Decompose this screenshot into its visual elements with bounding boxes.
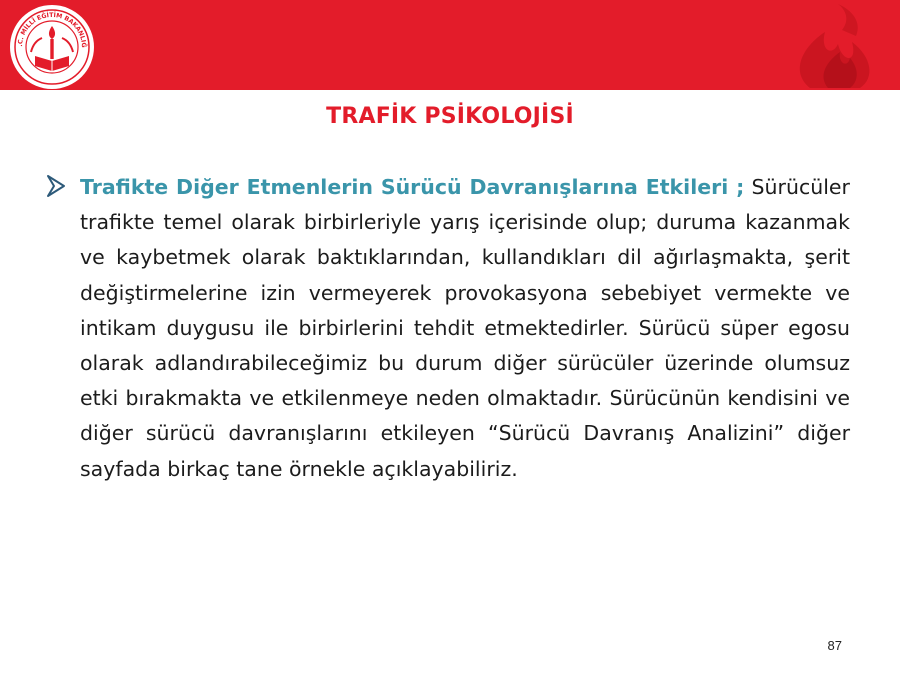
logo-text: .C. MİLLÎ EĞİTİM BAKANLIĞ: [16, 11, 88, 48]
arrow-bullet-icon: [44, 172, 68, 200]
slide-title: TRAFİK PSİKOLOJİSİ: [326, 104, 574, 129]
header-band: [0, 0, 900, 90]
flame-icon: [780, 2, 890, 90]
bullet-paragraph: [80, 170, 850, 487]
page-number: 87: [827, 638, 842, 653]
bullet-body: Sürücüler trafikte temel olarak birbirleriyle yarış içerisinde olup; duruma kazanmak ve kaybetmek olarak baktıklarından, kullandıkları dil ağırlaşmakta, şerit değiştirmelerine izin vermeyerek provokasyona sebebiyet vermekte ve intikam duygusu ile birbirlerini tehdit etmektedirler. Sürücü süper egosu olarak adlandırabileceğimiz bu durum diğer sürücüler üzerinde olumsuz etki bırakmakta ve etkilenmeye neden olmaktadır. Sürücünün kendisini ve diğer sürücü davranışlarını etkileyen “Sürücü Davranış Analizini” diğer sayfada birkaç tane örnekle açıklayabiliriz.: [80, 175, 850, 481]
bullet-lead: Trafikte Diğer Etmenlerin Sürücü Davranışlarına Etkileri ;: [80, 175, 745, 199]
ministry-emblem-icon: [9, 4, 95, 90]
